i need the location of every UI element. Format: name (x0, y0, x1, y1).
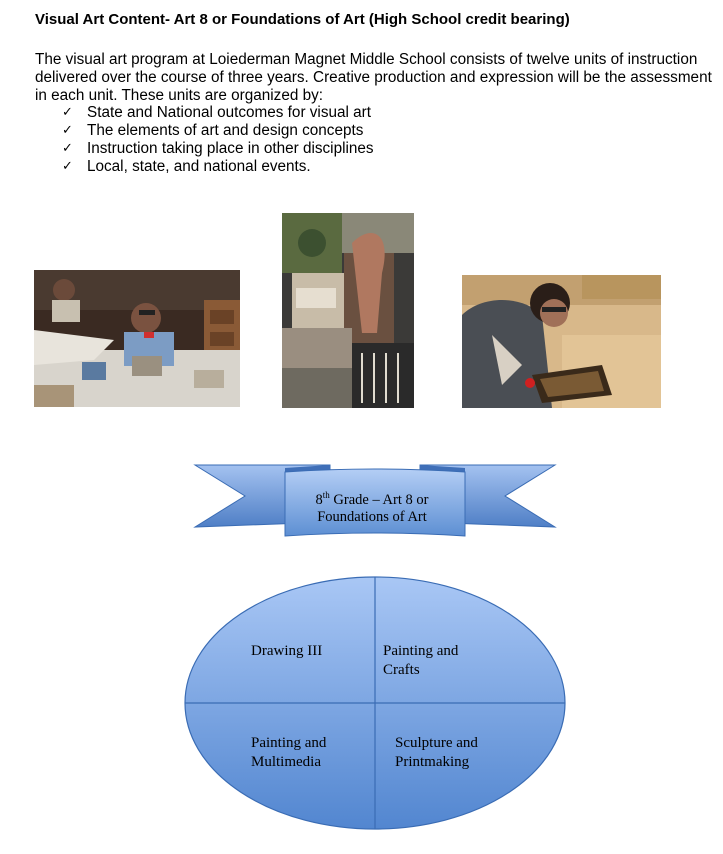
checkmark-icon: ✓ (62, 159, 73, 174)
list-item-text: Instruction taking place in other disciplines (87, 140, 374, 157)
quadrant-label-line1: Painting and (251, 735, 327, 751)
intro-paragraph: The visual art program at Loiederman Magnet Middle School consists of twelve units of instruction delivered over the course of three years. Creative production and expression will be the assessment in each unit. These units are organized by: (35, 51, 712, 104)
quadrant-label-line1: Sculpture and (395, 735, 478, 751)
quadrant-label-line1: Painting and (383, 643, 459, 659)
banner-line1: Grade – Art 8 or (329, 491, 429, 508)
list-item-text: Local, state, and national events. (87, 158, 311, 175)
quadrant-painting-crafts (383, 642, 458, 680)
banner-grade-number: 8 (315, 491, 323, 508)
quadrant-label: Drawing III (251, 643, 323, 659)
quadrant-label-line2: Multimedia (251, 754, 321, 770)
quadrant-sculpture-printmaking (395, 734, 478, 772)
banner-grade-suffix: th (322, 490, 330, 500)
list-item-text: The elements of art and design concepts (87, 122, 364, 139)
banner-line2: Foundations of Art (317, 508, 427, 525)
quadrant-drawing-iii (251, 642, 322, 661)
quadrant-label-line2: Printmaking (395, 754, 470, 770)
checkmark-icon: ✓ (62, 123, 73, 138)
checkmark-icon: ✓ (62, 141, 73, 156)
list-item-text: State and National outcomes for visual art (87, 104, 371, 121)
quadrant-painting-multimedia (251, 734, 326, 772)
quadrant-label-line2: Crafts (383, 662, 420, 678)
checkmark-icon: ✓ (62, 105, 73, 120)
document-title: Visual Art Content- Art 8 or Foundations of Art (High School credit bearing) (35, 11, 570, 28)
